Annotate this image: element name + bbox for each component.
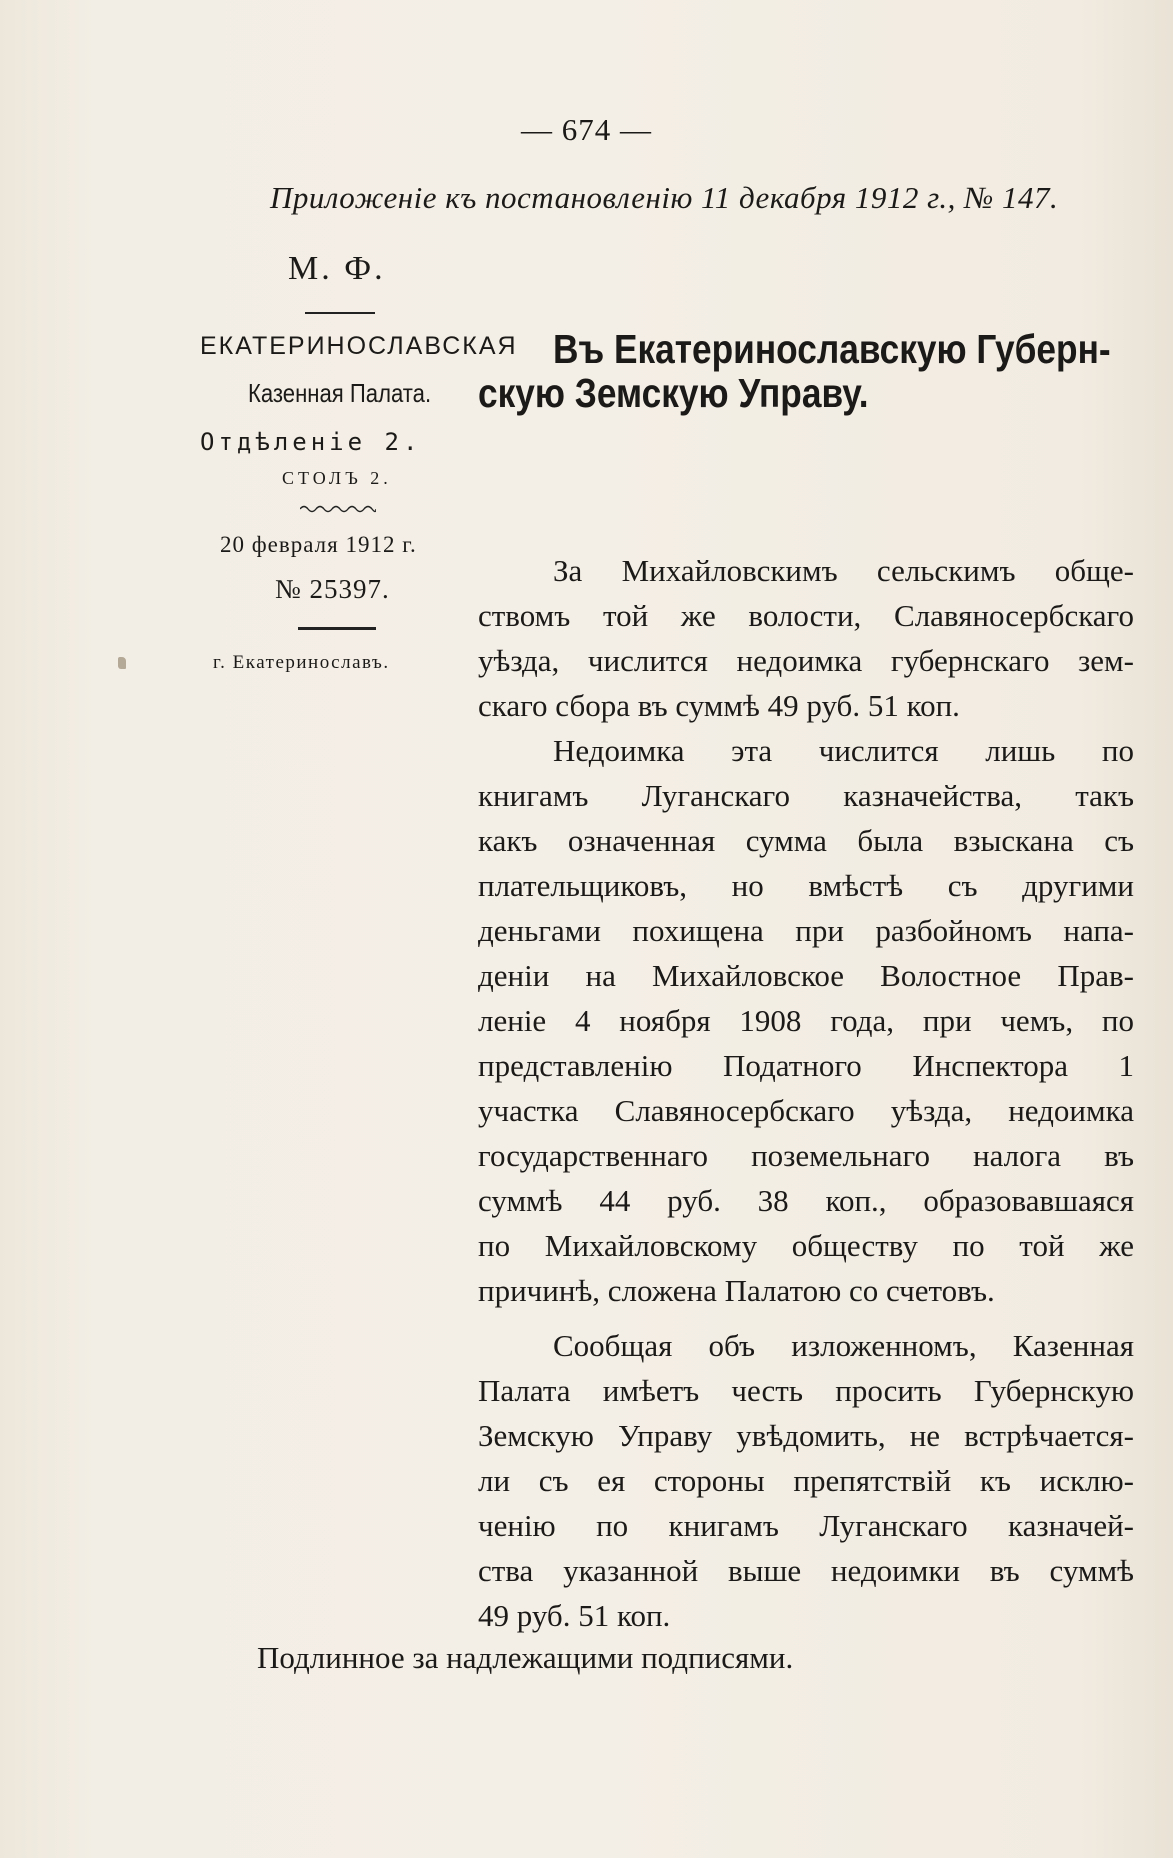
body-line: по Михайловскому обществу по той же (478, 1228, 1134, 1263)
body-line: государственнаго поземельнаго налога въ (478, 1138, 1134, 1173)
body-line: ленiе 4 ноября 1908 года, при чемъ, по (478, 1003, 1134, 1038)
body-line: плательщиковъ, но вмѣстѣ съ другими (478, 868, 1134, 903)
body-line: уѣзда, числится недоимка губернскаго зем- (478, 643, 1134, 678)
divider-rule (305, 312, 375, 314)
body-line: ствомъ той же волости, Славяносербскаго (478, 598, 1134, 633)
body-line: ченiю по книгамъ Луганскаго казначей- (478, 1508, 1134, 1543)
body-line: Палата имѣетъ честь просить Губернскую (478, 1373, 1134, 1408)
body-line: ли съ ея стороны препятствiй къ исклю- (478, 1463, 1134, 1498)
initials: М. Ф. (288, 250, 386, 287)
body-line: 49 руб. 51 коп. (478, 1598, 671, 1633)
appendix-note: Приложенiе къ постановленiю 11 декабря 1912 г., № 147. (270, 180, 1059, 215)
addressee-line: Въ Екатеринославскую Губерн- (553, 326, 1111, 372)
body-line: ства указанной выше недоимки въ суммѣ (478, 1553, 1134, 1588)
body-line: участка Славяносербскаго уѣзда, недоимка (478, 1093, 1134, 1128)
body-line: Недоимка эта числится лишь по (553, 733, 1134, 768)
body-line: Сообщая объ изложенномъ, Казенная (553, 1328, 1134, 1363)
divider-rule (298, 627, 376, 630)
body-line: представленiю Податного Инспектора 1 (478, 1048, 1134, 1083)
body-line: книгамъ Луганскаго казначейства, такъ (478, 778, 1134, 813)
body-line: Земскую Управу увѣдомить, не встрѣчается- (478, 1418, 1134, 1453)
letterhead-section: Отдѣленiе 2. (200, 428, 422, 456)
letterhead-chamber: Казенная Палата. (248, 378, 432, 408)
body-line: деньгами похищена при разбойномъ напа- (478, 913, 1134, 948)
body-line: За Михайловскимъ сельскимъ обще- (553, 553, 1134, 588)
body-line: какъ означенная сумма была взыскана съ (478, 823, 1134, 858)
letterhead-number: № 25397. (275, 574, 390, 604)
page-number: — 674 — (521, 112, 652, 147)
decorative-wave (300, 504, 376, 514)
body-line: суммѣ 44 руб. 38 коп., образовавшаяся (478, 1183, 1134, 1218)
letterhead-city: г. Екатеринославъ. (213, 652, 390, 673)
letterhead-department: ЕКАТЕРИНОСЛАВСКАЯ (200, 332, 518, 360)
body-line: причинѣ, сложена Палатою со счетовъ. (478, 1273, 995, 1308)
ink-speck (118, 657, 126, 669)
body-line: денiи на Михайловское Волостное Прав- (478, 958, 1134, 993)
closing-note: Подлинное за надлежащими подписями. (257, 1640, 794, 1675)
letterhead-date: 20 февраля 1912 г. (220, 532, 417, 557)
body-line: скаго сбора въ суммѣ 49 руб. 51 коп. (478, 688, 960, 723)
letterhead-table: СТОЛЪ 2. (282, 468, 392, 488)
addressee-line: скую Земскую Управу. (478, 370, 869, 416)
